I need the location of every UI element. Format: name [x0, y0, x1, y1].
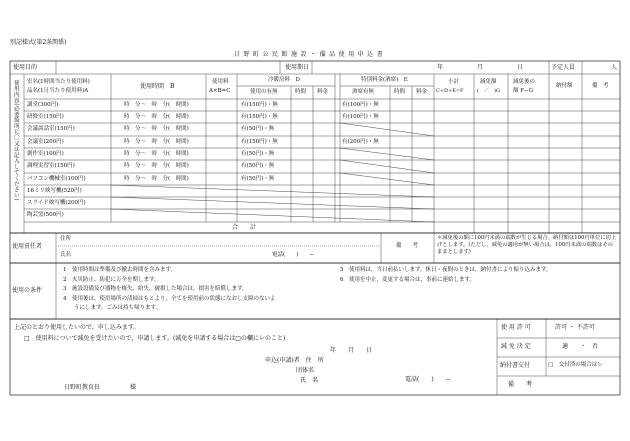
addressee-sama: 様 — [130, 384, 137, 391]
row-aircon: 有(150円)・無 — [241, 138, 278, 145]
responsible-address: 住所 — [60, 236, 72, 242]
row-sake: 有(100円)・無 — [342, 113, 379, 120]
row-time: 時 分〜 時 分( 時間) — [124, 138, 189, 145]
time-header: 使用時間 B — [140, 83, 175, 90]
row-aircon: 有(150円)・無 — [241, 101, 278, 108]
condition-item: うにします。ごみは持ち帰ります。 — [63, 305, 162, 311]
row-name: 講堂(300円) — [27, 101, 59, 108]
responsible-phone: 電話( ) − — [272, 252, 314, 258]
discount-formula: ( ／ )G — [477, 88, 500, 94]
row-aircon: 有(50円)・無 — [241, 150, 275, 157]
subtotal-header: 小計 — [448, 79, 460, 85]
row-aircon: 有(150円)・無 — [241, 113, 278, 120]
exempt-label: 減 免 決 定 — [501, 343, 531, 350]
permit-value: 許可 ・ 不許可 — [555, 324, 595, 331]
paid-header: 納付額 — [556, 83, 573, 89]
purpose-label: 使用目的 — [13, 63, 38, 71]
row-aircon: 有(50円)・無 — [241, 162, 275, 169]
total-label: 合 計 — [232, 224, 257, 231]
after-discount-formula: 額 F−G — [513, 88, 534, 94]
row-time: 時 分〜 時 分( 時間) — [124, 162, 189, 169]
condition-item: 5 使用料は，当日前払いします。休日・夜間のときは，納付書により振り込みます。 — [340, 267, 552, 273]
date-label: 使用期日 — [285, 63, 310, 71]
item-header: 品名(1日当たり使用料)A — [27, 88, 89, 94]
applicant-label: 申込(申請)者 住 所 — [265, 357, 324, 364]
condition-item: 1 使用時間は準備及び撤去時間を含みます。 — [63, 267, 177, 273]
row-name: 研修室(150円) — [27, 113, 64, 120]
page-title: 日 野 町 公 民 館 施 設 ・ 備 品 使 用 申 込 書 — [234, 51, 384, 58]
office-remarks: 備 考 — [508, 381, 533, 388]
exempt-value: 適 ・ 否 — [562, 343, 599, 350]
aircon-use-header: 使用の有無 — [250, 89, 278, 95]
row-time: 時 分〜 時 分( 時間) — [124, 150, 189, 157]
planned-people-label: 予定人員 — [551, 63, 576, 71]
special-charge-header: 料金 — [416, 89, 428, 95]
remarks-header: 備 考 — [592, 83, 609, 89]
date-year: 年 — [437, 63, 444, 71]
form-label: 別記様式(第2条関係) — [10, 39, 67, 46]
subtotal-formula: C+D+E=F — [436, 88, 464, 94]
responsible-remarks: 備 考 — [396, 243, 419, 249]
application-date: 年 月 日 — [330, 347, 373, 354]
name-label: 氏 名 — [300, 377, 319, 384]
condition-item: 2 火災防止、防犯に万全を期します。 — [63, 276, 160, 283]
application-line2: □ 使用料について減免を受けたいので，申請します。(減免を申請する場合は□の欄にレのこと) — [24, 335, 286, 342]
row-sake: 有(100円)・無 — [342, 101, 379, 108]
discount-note: ＊減免後の額に100円未満の端数が生じる場合、納付額は100円単位に切上げとします。(ただし，減免の適用が無い場合は，100円未満の端数はそのままとします) — [437, 235, 617, 256]
sake-header: 酒席有無 — [352, 89, 375, 95]
special-header: 特別料金(酒席) E — [361, 77, 408, 83]
payment-value: □ 交付済の場合はレ — [548, 362, 603, 368]
row-name: 調理実習室(150円) — [27, 162, 75, 169]
permit-label: 使 用 許 可 — [501, 324, 531, 331]
responsible-name: 氏名 — [60, 252, 72, 258]
side-label: 使用内容(必要箇所に〇又は記入してください) — [12, 80, 19, 201]
row-name: 陶芸窯(500円) — [27, 211, 64, 218]
condition-item: 4 使用後は，使用場所の清掃はもとより，全てを使用前の状態になおし支障のないよ — [63, 295, 276, 302]
aircon-header: 冷暖房料 D — [268, 77, 300, 83]
group-label: 団体名 — [296, 367, 315, 374]
conditions-label: 使用の条件 — [12, 287, 43, 294]
responsible-label: 使用責任者 — [12, 243, 43, 250]
row-name: パソコン機械室(100円) — [27, 175, 86, 182]
addressee: 日野町教育長 — [64, 384, 101, 391]
special-time-header: 時間 — [394, 89, 406, 95]
row-sake: 有(200円)・無 — [342, 138, 379, 145]
discount-header: 減免額 — [480, 79, 497, 85]
row-time: 時 分〜 時 分( 時間) — [124, 101, 189, 108]
payment-label: 納付書交付 — [500, 362, 531, 369]
condition-item: 3 施設設備及び器物を焼失、紛失、破損した場合は，損害を賠償します。 — [63, 286, 248, 292]
row-aircon: 有(50円)・無 — [241, 125, 275, 132]
aircon-charge-header: 料金 — [317, 89, 329, 95]
row-name: 16ミリ映写機(520円) — [27, 187, 82, 194]
date-day: 日 — [517, 63, 524, 71]
person-unit: 人 — [611, 63, 618, 71]
row-time: 時 分〜 時 分( 時間) — [124, 175, 189, 182]
row-name: 会議談話室(150円) — [27, 125, 75, 132]
row-time: 時 分〜 時 分( 時間) — [124, 113, 189, 120]
condition-item: 6 使用を中止，変更する場合は，事前に連絡します。 — [340, 276, 476, 283]
application-line1: 上記のとおり使用したいので，申し込みます。 — [14, 324, 140, 331]
row-name: 会議室(200円) — [27, 138, 64, 145]
application-phone: 電話( ) − — [405, 376, 451, 383]
fee-header: 使用料 — [212, 79, 229, 85]
row-aircon: 有(50円)・無 — [241, 175, 275, 182]
row-name: 創作室(100円) — [27, 150, 64, 157]
row-name: スライド映写機(200円) — [27, 199, 86, 206]
aircon-time-header: 時間 — [295, 89, 307, 95]
fee-formula: A×B=C — [209, 88, 231, 94]
row-time: 時 分〜 時 分( 時間) — [124, 125, 189, 132]
room-header: 室名(1時間当たり使用料) — [27, 79, 90, 85]
after-discount-header: 減免後の — [513, 79, 536, 85]
date-month: 月 — [477, 63, 484, 71]
